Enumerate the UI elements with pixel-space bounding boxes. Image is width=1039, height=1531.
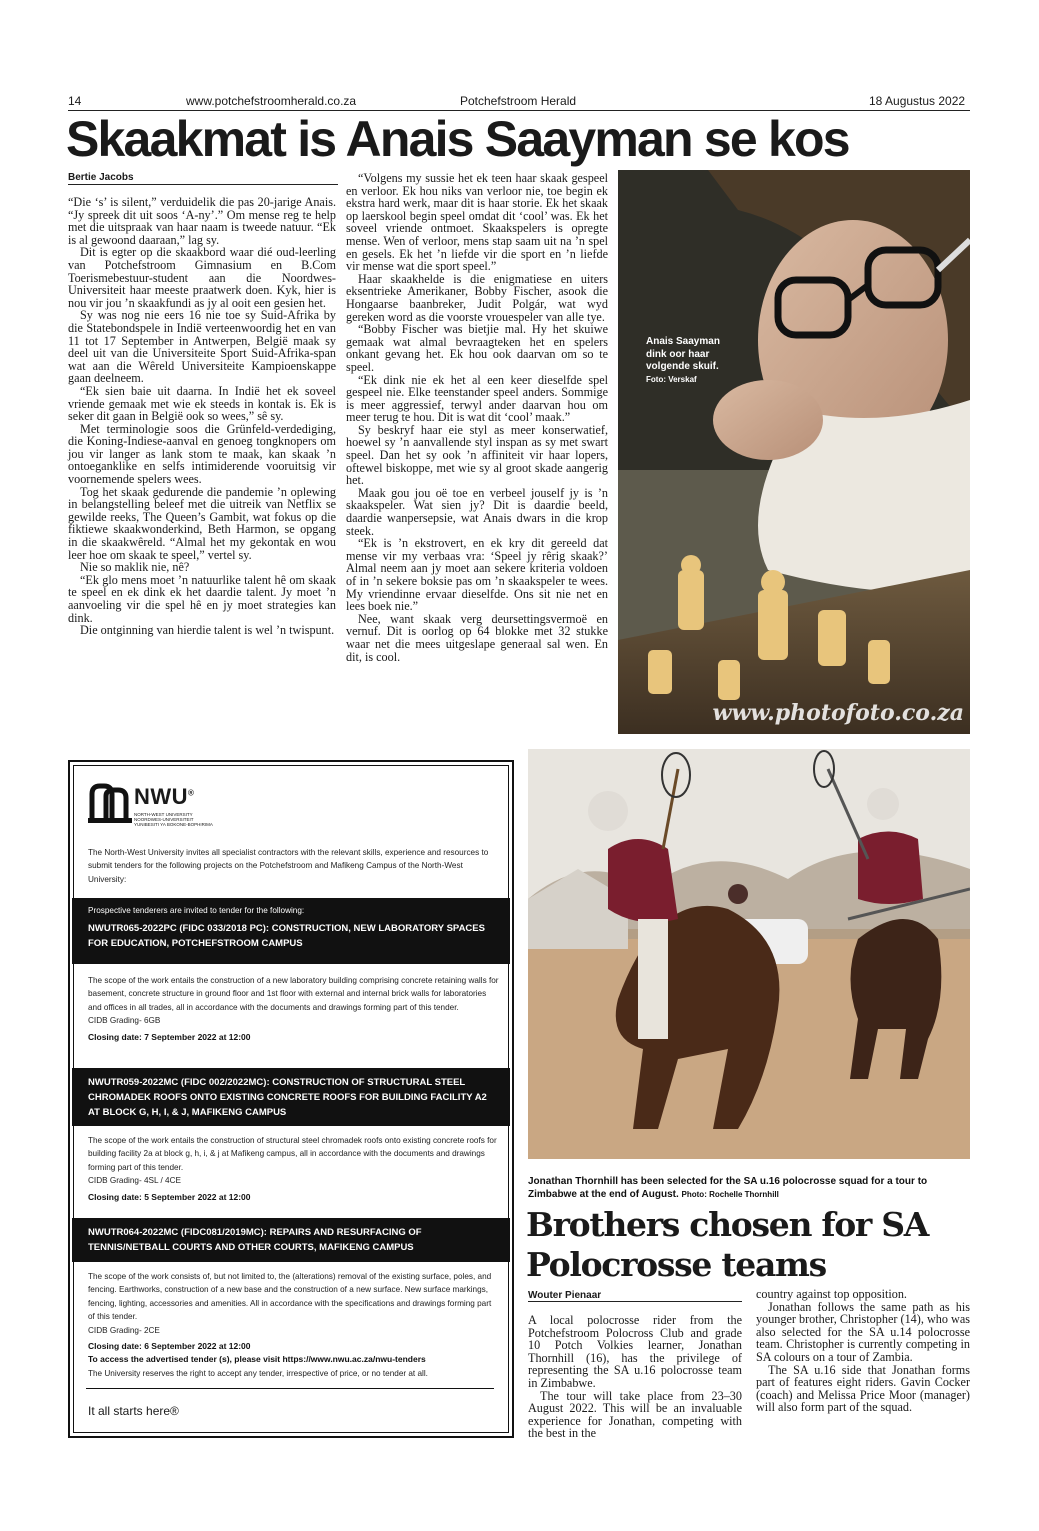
tender-body [88,974,500,1044]
paragraph: Sy was nog nie eers 16 nie toe sy Suid-Afrika by die Statebondspele in Indië verteenwoordig het en van 11 tot 17 September in Antwerpen, België maak sy deel uit van die Universiteite Sport Suid-Afrika-span wat aan die Wêreld Universiteite Kampioenskappe gaan deelneem. [68,308,336,386]
paragraph: The tour will take place from 23–30 August 2022. This will be an invaluable experience for Jonathan, competing with the best in the [528,1388,742,1441]
paragraph: Met terminologie soos die Grünfeld-verdediging, die Koning-Indiese-aanval en genoeg tongknopers om jou vir langer as lank stom te maak, kan skaak ’n ontoeganklike en selfs intimiderende vooruitsig vir voornemende spelers wees. [68,421,336,487]
subtitle-line: NOORDWES-UNIVERSITEIT [134,817,194,822]
tender-access-link[interactable]: To access the advertised tender (s), please visit https://www.nwu.ac.za/nwu-tenders [88,1354,426,1365]
chess-photo [618,170,970,734]
nwu-logo-icon [88,782,132,826]
paragraph: “Ek is ’n ekstrovert, en ek kry dit gereeld dat mense vir my verbaas vra: ‘Speel jy rêrig skaak?’ Almal neem aan jy moet aan sekere kriteria voldoen of in ’n sekere boksie pas om ’n skaakspeler te wees. My vriendinne ervaar dieselfde. Ons sit nie net en lees boek nie.” [346,536,608,614]
headline-line: Polocrosse teams [526,1245,826,1284]
headline-line: Brothers chosen for SA [526,1205,929,1244]
website-url[interactable]: www.potchefstroomherald.co.za [186,94,357,108]
chess-column-1 [68,196,336,637]
paragraph: A local polocrosse rider from the Potchefstroom Polocross Club and grade 10 Potch Volkies learner, Jonathan Thornhill (16), has the privilege of representing the SA u.16 polocrosse team in Zimbabwe. [528,1313,742,1390]
paragraph: Jonathan follows the same path as his younger brother, Christopher (14), who was also selected for the SA u.14 polocrosse team. Christopher is currently competing in SA colours on a tour of Zambia. [756,1299,970,1364]
ad-footer-rule [86,1388,494,1389]
paragraph: Nie so maklik nie, nê? [80,560,190,575]
paragraph: Sy beskryf haar eie styl as meer konserwatief, hoewel sy ’n aanvallende styl inspan as sy met swart speel. Dan het sy ook ’n affiniteit vir haar lopers, oftewel biskoppe, met wie sy al groot skade aangerig het. [346,422,608,488]
tender-grading: CIDB Grading- 4SL / 4CE [88,1176,181,1186]
chess-byline: Bertie Jacobs [68,172,134,183]
polo-photo-illustration [528,749,970,1159]
paragraph: The SA u.16 side that Jonathan forms part of features eight riders. Gavin Cocker (coach) and Melissa Price Moor (manager) will also form part of the squad. [756,1362,970,1415]
paragraph: Die ontginning van hierdie talent is wel ’n twispunt. [80,623,335,638]
photo-credit: Foto: Verskaf [646,374,697,384]
issue-date: 18 Augustus 2022 [869,94,966,108]
polo-headline [526,1205,976,1285]
polo-column-2 [756,1288,970,1414]
nwu-logo-text: NWU [134,784,189,809]
paper-name: Potchefstroom Herald [460,94,577,108]
caption-text: Jonathan Thornhill has been selected for the SA u.16 polocrosse squad for a tour to Zimbabwe at the end of August. [528,1176,928,1200]
tender-reserve-note: The University reserves the right to accept any tender, irrespective of price, or no tender at all. [88,1368,428,1378]
tender-grading: CIDB Grading- 2CE [88,1325,160,1335]
byline-rule [528,1301,742,1302]
nwu-slogan: It all starts here® [88,1404,179,1418]
polo-photo [528,749,970,1159]
paragraph: Haar skaakhelde is die enigmatiese en uiters eksentrieke Amerikaner, Bobby Fischer, asook die Hongaarse baanbreker, Judit Polgár, wat wyd gereken word as die voorste vrouespeler van alle tye. [346,271,608,324]
byline-rule [68,184,338,185]
tender-heading-band [72,898,510,964]
subtitle-line: YUNIBESITI YA BOKONE-BOPHIRIMA [134,822,213,827]
subtitle-line: NORTH-WEST UNIVERSITY [134,812,193,817]
paragraph: “Bobby Fischer was bietjie mal. Hy het skuiwe gemaak wat almal bevraagteken het en spelers onkant gevang het. Ek hou ook daarvan om so te speel. [346,322,608,374]
tender-body [88,1270,500,1380]
paragraph: Dit is egter op die skaakbord waar dié oud-leerling van Potchefstroom Gimnasium en B.Com Toerismebestuur-student aan die Noordwes-Universiteit haar meeste praatwerk doen. Kyk, hier is nou vir jou ’n skaakfundi as jy al ooit een gesien het. [68,245,336,310]
tender-title: NWUTR064-2022MC (FIDC081/2019MC): REPAIRS AND RESURFACING OF TENNIS/NETBALL COURTS AND OTHER COURTS, MAFIKENG CAMPUS [88,1227,422,1253]
tender-heading-band [72,1068,510,1126]
tender-closing-date: Closing date: 5 September 2022 at 12:00 [88,1191,251,1202]
paragraph: “Ek glo mens moet ’n natuurlike talent hê om skaak te speel en ek dink ek het daardie talent. Jy moet ’n aanvoeling vir die spel hê en jy moet strategies kan dink. [68,572,336,625]
paragraph: “Die ‘s’ is silent,” verduidelik die pas 20-jarige Anais. “Jy spreek dit uit soos ‘A-ny’.” Om mense reg te help met die uitspraak van haar naam is tweede natuur. “Ek is al gewoond daaraan,” lag sy. [68,195,336,247]
tender-scope: The scope of the work entails the construction of a new laboratory building comprising concrete retaining walls for basement, concrete structure in ground floor and 1st floor with external and internal brick walls for laboratories and offices in all trades, all in accordance with the documents and drawings forming part of this tender. [88,976,499,1012]
paragraph: “Volgens my sussie het ek teen haar skaak gespeel en verloor. Ek hou niks van verloor nie, toe begin ek ekstra hard werk, maar dit is haar storie. Ek het skaak op laerskool begin speel omdat dit ‘cool’ was. Ek het soveel vriende ontmoet. Skaakspelers is opregte mense. Wen of verloor, mens stap saam uit na ’n spel en gesels. Ek het ’n liefde vir die sport en ’n liefde vir mense wat die sport speel.” [346,171,608,274]
tender-scope: The scope of the work consists of, but not limited to, the (alterations) removal of the existing surface, poles, and fencing. Earthworks, construction of a new base and the construction of a new surface. New surface markings, fencing, lighting, accessories and amenities. All in accordance with the specifications and drawings forming part of this tender. [88,1272,492,1322]
page-number: 14 [68,94,82,108]
chess-photo-illustration [618,170,970,734]
paragraph: “Ek sien baie uit daarna. In Indië het ek soveel vriende gemaak met wie ek steeds in kontak is. Ek is seker dit gaan in België ook so wees,” sê sy. [68,383,336,424]
caption-text: Anais Saayman dink oor haar volgende skuif. [646,336,720,372]
tender-closing-date: Closing date: 7 September 2022 at 12:00 [88,1031,251,1042]
prospective-text: Prospective tenderers are invited to tender for the following: [88,906,305,915]
paragraph: “Ek dink nie ek het al een keer dieselfde spel gespeel nie. Elke teenstander speel anders. Sommige is meer aggressief, terwyl ander daarvan hou om meer terug te hou. Dit is wat dit ‘cool’ maak.” [346,372,608,425]
tender-intro: The North-West University invites all specialist contractors with the relevant skills, experience and resources to submit tenders for the following projects on the Potchefstroom and Mafikeng Campus of the North-West University: [88,848,489,884]
paragraph: Nee, want skaak verg deursettingsvermoë en vernuf. Dit is oorlog op 64 blokke met 32 stukke waar net die mees uitgeslape generaal sal wen. En dit, is cool. [346,611,608,664]
tender-closing-date: Closing date: 6 September 2022 at 12:00 [88,1341,251,1352]
paragraph: Maak gou jou oë toe en verbeel jouself jy is ’n skaakspeler. Wat sien jy? Dit is daardie beeld, daardie wanpersepsie, wat Anais dwars in die krop steek. [346,485,608,538]
chess-headline: Skaakmat is Anais Saayman se kos [66,111,849,167]
paragraph: country against top opposition. [756,1287,907,1301]
tender-body [88,1134,500,1204]
tender-advert [68,760,514,1438]
nwu-logo-subtitle [134,812,224,827]
tender-scope: The scope of the work entails the construction of structural steel chromadek roofs onto existing concrete roofs for building facility 2a at block g, h, i, & j at Mafikeng campus, all in accordance with the documents and drawings forming part of this tender. [88,1136,497,1172]
tender-title: NWUTR065-2022PC (FIDC 033/2018 PC): CONSTRUCTION, NEW LABORATORY SPACES FOR EDUCATION, POTCHEFSTROOM CAMPUS [88,923,485,949]
photo-watermark: www.photofoto.co.za [712,700,964,726]
tender-title: NWUTR059-2022MC (FIDC 002/2022MC): CONSTRUCTION OF STRUCTURAL STEEL CHROMADEK ROOFS ONTO EXISTING CONCRETE ROOFS FOR BUILDING FACILITY A2 AT BLOCK G, H, I, & J, MAFIKENG CAMPUS [88,1077,487,1118]
registered-mark: ® [188,788,195,798]
photo-credit: Photo: Rochelle Thornhill [681,1190,779,1199]
nwu-logo [88,782,213,830]
polo-byline: Wouter Pienaar [528,1290,602,1301]
tender-grading: CIDB Grading- 6GB [88,1016,161,1026]
tender-heading-band [72,1218,510,1262]
polo-column-1 [528,1314,742,1440]
polo-photo-caption [528,1175,970,1201]
paragraph: Tog het skaak gedurende die pandemie ’n oplewing in belangstelling beleef met die uitreik van Netflix se gewilde reeks, The Queen’s Gambit, wat fokus op die fiktiewe skaakwonderkind, Beth Harmon, se opgang in die skaakwêreld. “Almal het my gekontak en wou leer hoe om skaak te speel,” vertel sy. [68,484,336,562]
chess-column-2 [346,172,608,663]
chess-photo-caption [646,336,728,386]
